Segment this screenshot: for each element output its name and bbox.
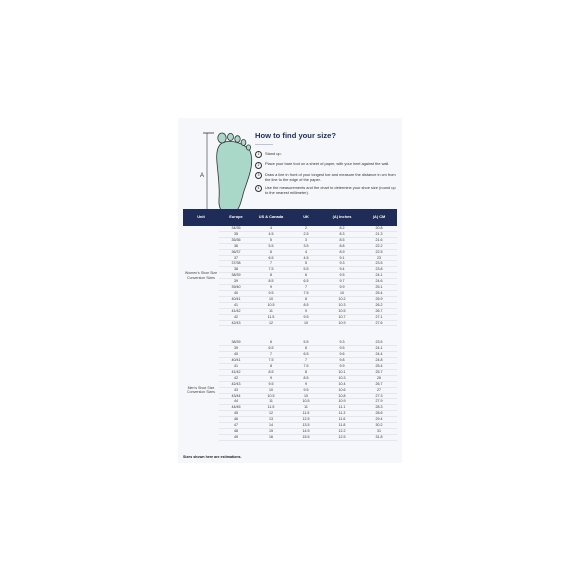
cell-inches: 10.5 (323, 308, 361, 314)
cell-uk: 7 (289, 285, 323, 291)
cell-europe: 37 (219, 255, 253, 261)
cell-europe: 41 (219, 364, 253, 370)
cell-us-canada: 9.5 (253, 290, 289, 296)
cell-us-canada: 8.5 (253, 279, 289, 285)
cell-uk: 7 (289, 358, 323, 364)
cell-us-canada: 8.5 (253, 369, 289, 375)
cell-uk: 15.5 (289, 434, 323, 440)
cell-inches: 11.1 (323, 405, 361, 411)
cell-inches: 8.2 (323, 226, 361, 231)
step-1 (255, 151, 397, 158)
header-inches: (A) Inches (323, 209, 361, 226)
cell-inches: 9.9 (323, 285, 361, 291)
cell-europe: 38/39 (219, 340, 253, 345)
cell-cm: 25.9 (361, 296, 397, 302)
cell-uk: 10 (289, 393, 323, 399)
cell-inches: 8.8 (323, 243, 361, 249)
cell-uk: 6.5 (289, 352, 323, 358)
cell-europe: 38/39 (219, 273, 253, 279)
step-number: 1 (255, 151, 262, 158)
cell-cm: 21.6 (361, 237, 397, 243)
cell-us-canada: 16 (253, 434, 289, 440)
cell-us-canada: 8 (253, 273, 289, 279)
cell-cm: 25.1 (361, 285, 397, 291)
cell-uk: 10.5 (289, 399, 323, 405)
cell-europe: 41/42 (219, 369, 253, 375)
header-uk: UK (289, 209, 323, 226)
cell-cm: 26 (361, 375, 397, 381)
cell-cm: 27 (361, 387, 397, 393)
cell-europe: 42 (219, 314, 253, 320)
cell-europe: 41/42 (219, 308, 253, 314)
foot-diagram (200, 129, 260, 217)
cell-us-canada: 9.5 (253, 381, 289, 387)
cell-inches: 9.5 (323, 346, 361, 352)
title-divider (255, 144, 273, 145)
cell-cm: 26.2 (361, 302, 397, 308)
cell-europe: 39/40 (219, 285, 253, 291)
cell-europe: 36/37 (219, 249, 253, 255)
cell-cm: 23.5 (361, 340, 397, 345)
cell-uk: 13.5 (289, 423, 323, 429)
cell-uk: 6 (289, 346, 323, 352)
cell-us-canada: 9 (253, 285, 289, 291)
cell-us-canada: 4 (253, 226, 289, 231)
step-number: 4 (255, 185, 262, 192)
measure-label: A (200, 173, 205, 179)
cell-europe: 42/43 (219, 381, 253, 387)
cell-inches: 10.7 (323, 314, 361, 320)
cell-inches: 9.4 (323, 267, 361, 273)
cell-europe: 40/41 (219, 358, 253, 364)
cell-cm: 23.8 (361, 267, 397, 273)
cell-inches: 11.8 (323, 423, 361, 429)
cell-us-canada: 4.5 (253, 231, 289, 237)
header-europe: Europe (219, 209, 253, 226)
cell-uk: 9.5 (289, 387, 323, 393)
header-cm: (A) CM (361, 209, 397, 226)
cell-us-canada: 6.5 (253, 255, 289, 261)
step-text: Draw a line in front of your longest toe and measure the distance in cm from the line to the edge of the paper. (265, 171, 396, 182)
header-us-canada: US & Canada (253, 209, 289, 226)
cell-europe: 36 (219, 243, 253, 249)
cell-inches: 10.1 (323, 369, 361, 375)
cell-europe: 35 (219, 231, 253, 237)
cell-us-canada: 7.5 (253, 358, 289, 364)
cell-cm: 23.5 (361, 261, 397, 267)
cell-inches: 11.3 (323, 411, 361, 417)
cell-cm: 25.4 (361, 364, 397, 370)
size-conversion-table (183, 209, 397, 441)
cell-us-canada: 5.5 (253, 243, 289, 249)
cell-inches: 9.9 (323, 364, 361, 370)
cell-cm: 28.3 (361, 405, 397, 411)
cell-us-canada: 10 (253, 296, 289, 302)
step-text: Use the measurements and the chart to determine your shoe size (round up to the nearest millimeter). (265, 184, 396, 195)
cell-inches: 12.2 (323, 429, 361, 435)
cell-us-canada: 10.5 (253, 393, 289, 399)
cell-cm: 31.8 (361, 434, 397, 440)
cell-us-canada: 9 (253, 375, 289, 381)
cell-inches: 9.5 (323, 273, 361, 279)
cell-inches: 10.9 (323, 320, 361, 326)
cell-cm: 25.7 (361, 369, 397, 375)
cell-europe: 44 (219, 399, 253, 405)
cell-uk: 8.5 (289, 302, 323, 308)
cell-uk: 2 (289, 226, 323, 231)
cell-uk: 2.5 (289, 231, 323, 237)
cell-us-canada: 11 (253, 308, 289, 314)
cell-inches: 10.2 (323, 296, 361, 302)
page-title: How to find your size? (255, 131, 336, 140)
cell-cm: 22.5 (361, 249, 397, 255)
cell-inches: 8.5 (323, 237, 361, 243)
cell-cm: 29.4 (361, 417, 397, 423)
cell-cm: 26.7 (361, 308, 397, 314)
cell-cm: 25.4 (361, 290, 397, 296)
cell-cm: 20.8 (361, 226, 397, 231)
women-unit-label: Women's Shoe Size Conversion Sizes (184, 271, 218, 280)
cell-us-canada: 6 (253, 340, 289, 345)
cell-uk: 6.5 (289, 279, 323, 285)
cell-uk: 11.5 (289, 411, 323, 417)
cell-uk: 3.5 (289, 243, 323, 249)
cell-uk: 5.5 (289, 340, 323, 345)
step-text: Place your bare foot on a sheet of paper, with your heel against the wall. (265, 161, 390, 167)
cell-europe: 40 (219, 352, 253, 358)
cell-cm: 22.2 (361, 243, 397, 249)
cell-europe: 41 (219, 302, 253, 308)
cell-europe: 40/41 (219, 296, 253, 302)
cell-europe: 42/43 (219, 320, 253, 326)
women-size-section (183, 226, 397, 326)
cell-europe: 48 (219, 429, 253, 435)
cell-europe: 46 (219, 417, 253, 423)
section-spacer (183, 326, 397, 341)
cell-us-canada: 7 (253, 352, 289, 358)
cell-inches: 9.8 (323, 358, 361, 364)
cell-cm: 27.6 (361, 320, 397, 326)
size-guide-card (178, 118, 402, 463)
cell-inches: 9.1 (323, 255, 361, 261)
cell-uk: 10 (289, 320, 323, 326)
cell-us-canada: 7.5 (253, 267, 289, 273)
cell-cm: 27.3 (361, 393, 397, 399)
cell-cm: 27.1 (361, 314, 397, 320)
cell-uk: 8 (289, 369, 323, 375)
cell-cm: 23 (361, 255, 397, 261)
cell-us-canada: 7 (253, 261, 289, 267)
cell-europe: 47 (219, 423, 253, 429)
cell-cm: 24.4 (361, 352, 397, 358)
cell-uk: 3 (289, 237, 323, 243)
cell-inches: 9.7 (323, 279, 361, 285)
cell-us-canada: 12 (253, 411, 289, 417)
instruction-steps (255, 151, 397, 198)
cell-europe: 49 (219, 434, 253, 440)
cell-us-canada: 11.5 (253, 314, 289, 320)
cell-inches: 10.8 (323, 393, 361, 399)
cell-europe: 34/35 (219, 226, 253, 231)
cell-uk: 6 (289, 273, 323, 279)
cell-uk: 5.5 (289, 267, 323, 273)
cell-us-canada: 10.5 (253, 302, 289, 308)
cell-uk: 7.5 (289, 290, 323, 296)
cell-europe: 35/36 (219, 237, 253, 243)
cell-uk: 7.5 (289, 364, 323, 370)
cell-us-canada: 8 (253, 364, 289, 370)
cell-uk: 14.5 (289, 429, 323, 435)
cell-cm: 28.6 (361, 411, 397, 417)
cell-uk: 8.5 (289, 375, 323, 381)
header-unit: Unit (183, 209, 219, 226)
cell-inches: 12.5 (323, 434, 361, 440)
step-number: 3 (255, 172, 262, 179)
cell-inches: 10.9 (323, 399, 361, 405)
cell-inches: 10 (323, 290, 361, 296)
cell-europe: 44/45 (219, 405, 253, 411)
cell-us-canada: 11 (253, 399, 289, 405)
cell-europe: 43 (219, 387, 253, 393)
cell-us-canada: 10 (253, 387, 289, 393)
cell-uk: 12.5 (289, 417, 323, 423)
step-4 (255, 185, 397, 195)
men-unit-label: Men's Shoe Size Conversion Sizes (187, 385, 215, 395)
foot-illustration-icon (200, 129, 260, 217)
cell-inches: 9.6 (323, 352, 361, 358)
cell-uk: 8 (289, 296, 323, 302)
cell-uk: 5 (289, 261, 323, 267)
step-number: 2 (255, 162, 262, 169)
cell-cm: 31 (361, 429, 397, 435)
cell-europe: 39 (219, 346, 253, 352)
cell-cm: 27.9 (361, 399, 397, 405)
men-size-section (183, 340, 397, 440)
cell-uk: 4 (289, 249, 323, 255)
cell-europe: 37/38 (219, 261, 253, 267)
cell-us-canada: 15 (253, 429, 289, 435)
table-header-row (183, 209, 397, 226)
cell-us-canada: 13 (253, 417, 289, 423)
cell-inches: 8.3 (323, 231, 361, 237)
cell-europe: 42 (219, 375, 253, 381)
cell-cm: 24.6 (361, 279, 397, 285)
cell-uk: 9 (289, 308, 323, 314)
cell-europe: 45 (219, 411, 253, 417)
cell-us-canada: 6.5 (253, 346, 289, 352)
cell-us-canada: 14 (253, 423, 289, 429)
cell-us-canada: 12 (253, 320, 289, 326)
cell-uk: 11 (289, 405, 323, 411)
cell-us-canada: 6 (253, 249, 289, 255)
step-text: Stand up. (265, 151, 282, 156)
cell-us-canada: 5 (253, 237, 289, 243)
cell-europe: 43/44 (219, 393, 253, 399)
cell-europe: 39 (219, 279, 253, 285)
cell-cm: 24.8 (361, 358, 397, 364)
cell-cm: 24.1 (361, 273, 397, 279)
cell-cm: 24.1 (361, 346, 397, 352)
cell-inches: 10.6 (323, 387, 361, 393)
cell-cm: 21.3 (361, 231, 397, 237)
cell-inches: 9.3 (323, 340, 361, 345)
cell-inches: 10.4 (323, 381, 361, 387)
cell-europe: 40 (219, 290, 253, 296)
cell-inches: 10.3 (323, 375, 361, 381)
cell-us-canada: 11.5 (253, 405, 289, 411)
cell-uk: 4.5 (289, 255, 323, 261)
cell-inches: 10.3 (323, 302, 361, 308)
cell-uk: 9.5 (289, 314, 323, 320)
cell-europe: 38 (219, 267, 253, 273)
cell-cm: 30.2 (361, 423, 397, 429)
cell-cm: 26.7 (361, 381, 397, 387)
cell-uk: 9 (289, 381, 323, 387)
cell-inches: 8.9 (323, 249, 361, 255)
step-3 (255, 172, 397, 182)
estimation-note: Sizes shown here are estimations. (183, 455, 242, 459)
step-2 (255, 161, 397, 168)
cell-inches: 9.3 (323, 261, 361, 267)
cell-inches: 11.6 (323, 417, 361, 423)
